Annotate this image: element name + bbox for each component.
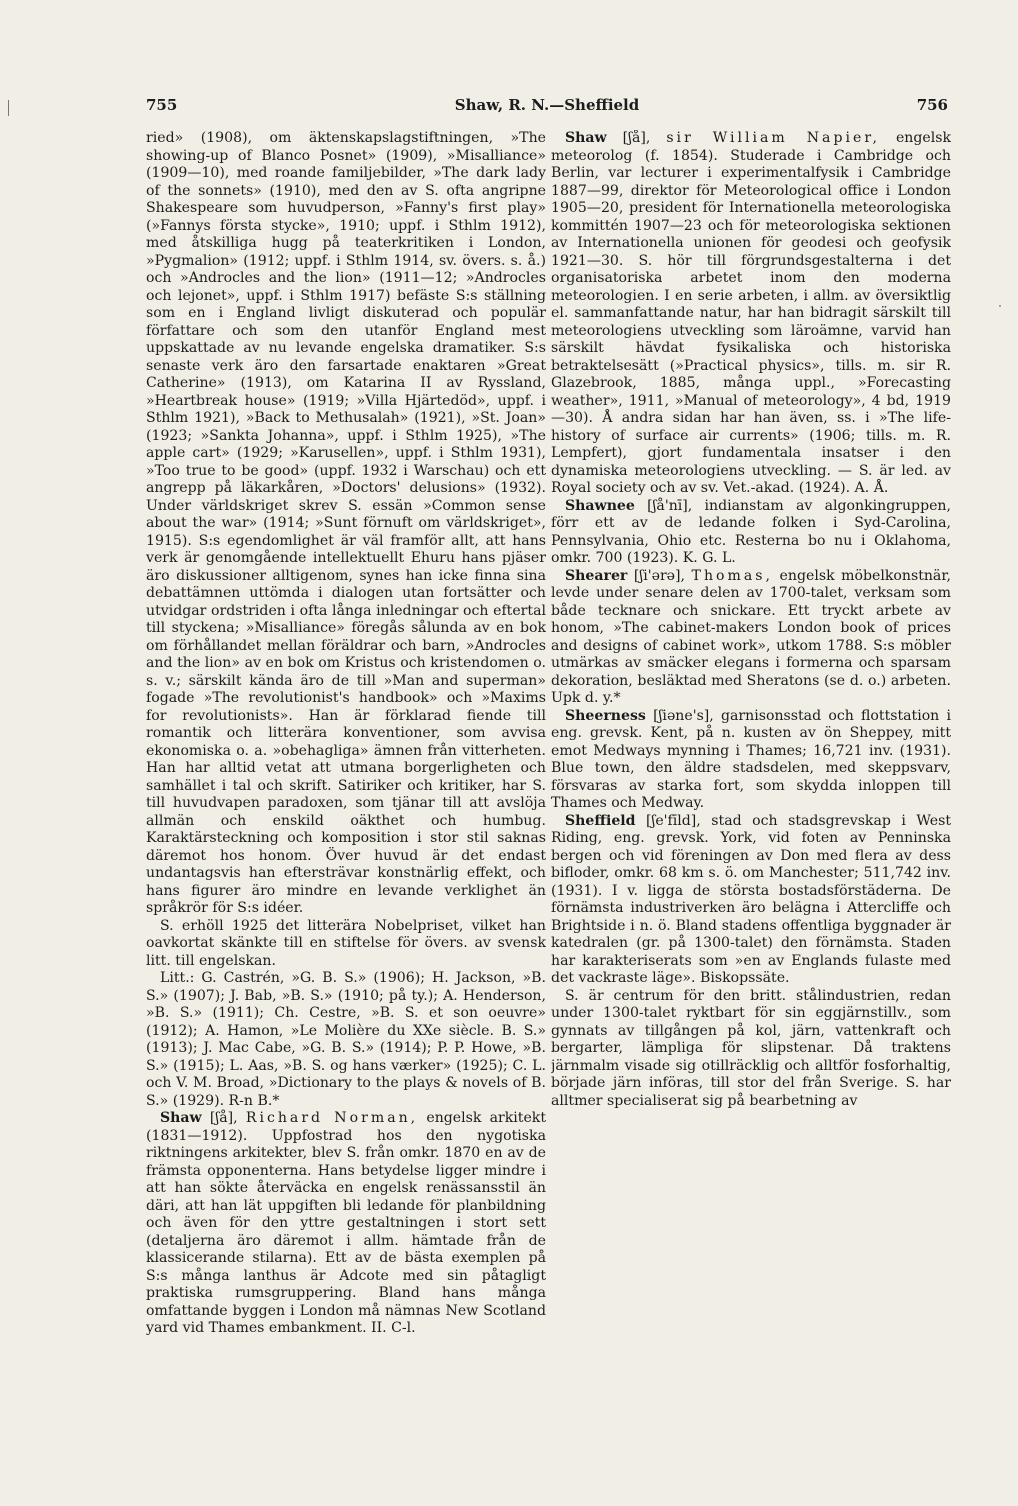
- entry-sheffield: [551, 813, 951, 988]
- headword: Shaw: [160, 1110, 202, 1126]
- shaw-gb-continuation: ried» (1908), om äktenskapslagstiftningen, »The showing-up of Blanco Posnet» (1909), »Misalliance» (1909—10), med roande familjebilder, »The dark lady of the sonnets» (1910), med den av S. ofta angripne Shakespeare som huvudperson, »Fanny's first play» (»Fannys första stycke», 1910; uppf. i Sthlm 1912), med åtskilliga hugg på teaterkritiken i London, »Pygmalion» (1912; uppf. i Sthlm 1914, sv. övers. s. å.) och »Androcles and the lion» (1911—12; »Androcles och lejonet», uppf. i Sthlm 1917) befäste S:s ställning som en i England livligt diskuterad och populär författare och som den utanför England mest uppskattade av nu levande engelska dramatiker. S:s senaste verk äro den farsartade enaktaren »Great Catherine» (1913), om Katarina II av Ryssland, »Heartbreak house» (1919; »Villa Hjärtedöd», uppf. i Sthlm 1921), »Back to Methusalah» (1921), »St. Joan» (1923; »Sankta Johanna», uppf. i Sthlm 1925), »The apple cart» (1929; »Karusellen», uppf. i Sthlm 1931), »Too true to be good» (uppf. 1932 i Warschau) och ett angrepp på läkarkåren, »Doctors' delusions» (1932). Under världskriget skrev S. essän »Common sense about the war» (1914; »Sunt förnuft om världskriget», 1915). S:s egendomlighet är väl framför allt, att hans verk är genomgående intellektuellt Ehuru hans pjäser äro diskussioner alltigenom, synes han icke finna sina debattämnen uttömda i dialogen utan fortsätter och utvidgar ordstriden i ofta långa inledningar och eftertal till styckena; »Misalliance» föregås sålunda av en bok om förhållandet mellan föräldrar och barn, »Androcles and the lion» av en bok om Kristus och kristendomen o. s. v.; särskilt kända äro de till »Man and superman» fogade »The revolutionist's handbook» och »Maxims for revolutionists». Han är förklarad fiende till romantik och litterära konventioner, som avvisa ekonomiska o. a. »obehagliga» ämnen från vitterheten. Han har alltid vetat att utmana borgerligheten och samhället i tal och skrift. Satiriker och kritiker, har S. till huvudvapen paradoxen, som tjänar till att avslöja allmän och enskild oäkthet och humbug. Karaktärsteckning och komposition i stor stil saknas däremot hos honom. Över huvud är det endast undantagsvis han eftersträvar konstnärlig effekt, och hans figurer äro mindre en levande verklighet än språkrör för S:s idéer.: [146, 130, 546, 916]
- person-name: Thomas,: [691, 567, 773, 584]
- headword: Sheerness: [565, 707, 646, 724]
- right-column: [551, 130, 951, 1470]
- entry-shearer: [551, 568, 951, 708]
- pronunciation: [ʃå],: [622, 130, 651, 146]
- left-column: [146, 130, 546, 1470]
- entry-shaw-richard: [146, 1110, 546, 1338]
- sheffield-paragraph-2: S. är centrum för den britt. stålindustrien, redan under 1300-talet ryktbart för sin eggjärnstillv., som gynnats av tillgången på kol, järn, vattenkraft och bergarter, lämpliga för slipstenar. Då traktens järnmalm visade sig otillräcklig och alltför fosforhaltig, började järn införas, till stor del från Sverige. S. har alltmer specialiserat sig på bearbetning av: [551, 987, 951, 1109]
- page-header: [146, 96, 948, 120]
- headword: Shawnee: [565, 497, 635, 514]
- headword: Sheffield: [565, 812, 636, 829]
- entry-sheerness: [551, 708, 951, 813]
- page-number-right: 756: [916, 96, 948, 114]
- pronunciation: [ʃå],: [209, 1110, 238, 1126]
- entry-body: engelsk arkitekt (1831—1912). Uppfostrad hos den nygotiska riktningens arkitekter, blev S. från omkr. 1870 en av de främsta opponenterna. Hans betydelse ligger mindre i att han sökte återväcka en engelsk renässansstil än däri, att han lät uppgiften bli ledande för planbildning och även för den yttre gestaltningen i stort sett (detaljerna äro däremot i allm. hämtade från de klassicerande stilarna). Ett av de bästa exemplen på S:s många lanthus är Adcote med sin påtagligt praktiska rumsgruppering. Bland hans många omfattande byggen i London må nämnas New Scotland yard vid Thames embankment. II. C-l.: [146, 1110, 546, 1336]
- page-number-left: 755: [146, 96, 178, 114]
- headword: Shaw: [565, 130, 607, 146]
- nobel-paragraph: S. erhöll 1925 det litterära Nobelpriset, vilket han oavkortat skänkte till en stiftelse för övers. av svensk litt. till engelskan.: [146, 917, 546, 969]
- entry-shaw-william: [551, 130, 951, 498]
- margin-mark: [8, 100, 9, 116]
- entry-body: [ʃå'nī], indianstam av algonkingruppen, förr ett av de ledande folken i Syd-Carolina, Pennsylvania, Ohio etc. Resterna bo nu i Oklahoma, omkr. 700 (1923). K. G. L.: [551, 497, 951, 566]
- entry-body: [ʃe'fīld], stad och stadsgrevskap i West Riding, eng. grevsk. York, vid foten av Penninska bergen och vid föreningen av Don med flera av dess bifloder, omkr. 68 km s. ö. om Manchester; 511,742 inv. (1931). I v. ligga de största bostadsförstäderna. De förnämsta industriverken äro belägna i Attercliffe och Brightside i n. ö. Bland stadens offentliga byggnader är katedralen (gr. på 1300-talet) den förnämsta. Staden har karakteriserats som »en av Englands fulaste med det vackraste läge». Biskopssäte.: [551, 812, 951, 986]
- person-name: Richard Norman,: [245, 1110, 419, 1126]
- entry-body: engelsk möbelkonstnär, levde under senare delen av 1700-talet, verksam som både tecknare och snickare. Ett tryckt arbete av honom, »The cabinet-makers London book of prices and designs of cabinet work», utkom 1788. S:s möbler utmärkas av smäcker elegans i formerna och sparsam dekoration, besläktad med Sheratons (se d. o.) arbeten. Upk d. y.*: [551, 567, 951, 706]
- margin-dot: [999, 305, 1001, 307]
- entry-shawnee: [551, 498, 951, 568]
- person-name: sir William Napier,: [666, 130, 880, 146]
- entry-body: engelsk meteorolog (f. 1854). Studerade i Cambridge och Berlin, var lecturer i experimentalfysik i Cambridge 1887—99, direktor för Meteorological office i London 1905—20, president för Internationella meteorologiska kommittén 1907—23 och för meteorologiska sektionen av Internationella unionen för geodesi och geofysik 1921—30. S. hör till förgrundsgestalterna i det organisatoriska arbetet inom den moderna meteorologien. I en serie arbeten, i allm. av översiktlig el. sammanfattande natur, har han bidragit särskilt till meteorologiens utveckling som läroämne, varvid han särskilt hävdat fysikaliska och historiska betraktelsesätt (»Practical physics», tills. m. sir R. Glazebrook, 1885, många uppl., »Forecasting weather», 1911, »Manual of meteorology», 4 bd, 1919—30). Å andra sidan har han även, ss. i »The life-history of surface air currents» (1906; tills. m. R. Lempfert), gjort fundamentala insatser i den dynamiska meteorologiens utveckling. — S. är led. av Royal society och av sv. Vet.-akad. (1924). A. Å.: [551, 130, 951, 496]
- running-title: Shaw, R. N.—Sheffield: [454, 96, 640, 114]
- pronunciation: [ʃi'ərə],: [633, 567, 685, 584]
- entry-body: [ʃiəne's], garnisonsstad och flottstation i eng. grevsk. Kent, på n. kusten av ön Sheppey, mitt emot Medways mynning i Thames; 16,721 inv. (1931). Blue town, den äldre stadsdelen, med skeppsvarv, försvaras av starka fort, som skydda inloppen till Thames och Medway.: [551, 707, 951, 811]
- literature-paragraph: Litt.: G. Castrén, »G. B. S.» (1906); H. Jackson, »B. S.» (1907); J. Bab, »B. S.» (1910; på ty.); A. Henderson, »B. S.» (1911); Ch. Cestre, »B. S. et son oeuvre» (1912); A. Hamon, »Le Molière du XXe siècle. B. S.» (1913); J. Mac Cabe, »G. B. S.» (1914); P. P. Howe, »B. S.» (1915); L. Aas, »B. S. og hans værker» (1925); C. L. och V. M. Broad, »Dictionary to the plays & novels of B. S.» (1929). R-n B.*: [146, 970, 546, 1109]
- headword: Shearer: [565, 567, 628, 584]
